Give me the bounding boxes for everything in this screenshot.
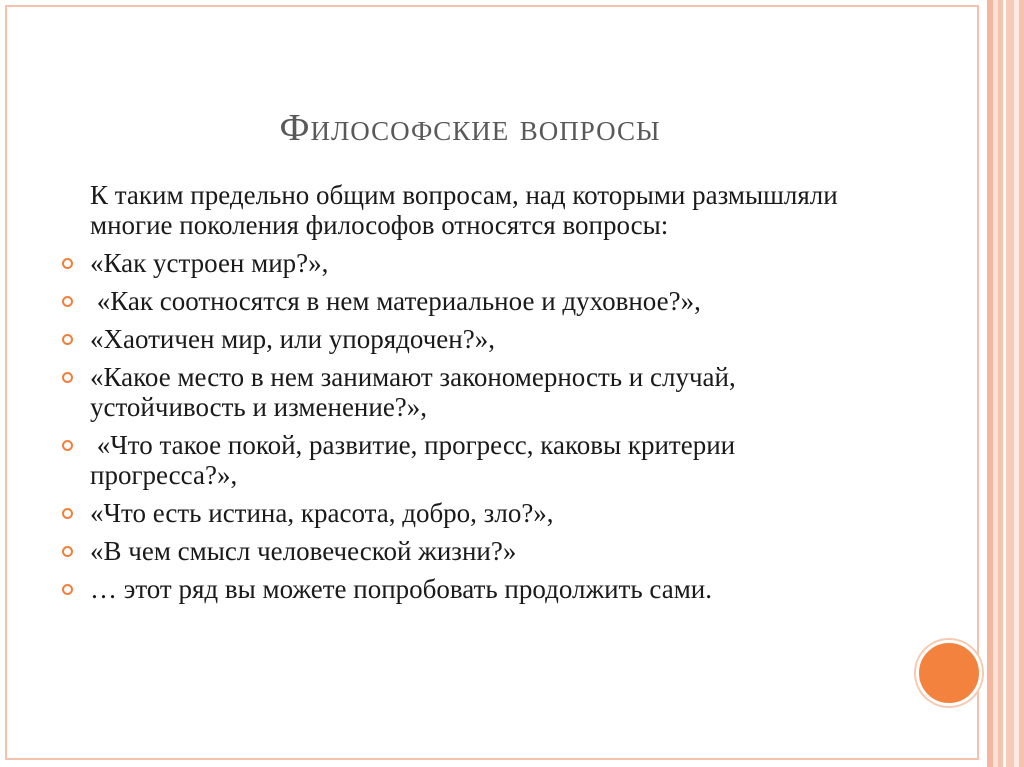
ring-bullet-icon	[62, 546, 73, 557]
ring-bullet-icon	[62, 440, 73, 451]
list-item	[58, 248, 888, 278]
ring-bullet-icon	[62, 296, 73, 307]
ring-bullet-icon	[62, 584, 73, 595]
list-item	[58, 498, 888, 528]
ring-bullet-icon	[62, 372, 73, 383]
list-item	[58, 362, 888, 422]
list-item-text: «Что есть истина, красота, добро, зло?»,	[90, 498, 554, 528]
list-item-text: «Как устроен мир?»,	[90, 248, 329, 278]
decorative-stripes	[984, 0, 1024, 767]
list-item	[58, 536, 888, 566]
list-item-text: «Как соотносятся в нем материальное и духовное?»,	[90, 286, 701, 316]
list-item-text: «В чем смысл человеческой жизни?»	[90, 536, 517, 566]
list-item-text: «Какое место в нем занимают закономерность и случай, устойчивость и изменение?»,	[90, 362, 736, 422]
ring-bullet-icon	[62, 508, 73, 519]
list-item	[58, 574, 888, 604]
list-item	[58, 324, 888, 354]
orange-circle-decoration	[916, 640, 982, 706]
ring-bullet-icon	[62, 334, 73, 345]
slide-body	[58, 180, 888, 612]
intro-paragraph: К таким предельно общим вопросам, над которыми размышляли многие поколения философов относятся вопросы:	[90, 180, 838, 240]
list-item-text: … этот ряд вы можете попробовать продолжить сами.	[90, 574, 713, 604]
list-item-text: «Хаотичен мир, или упорядочен?»,	[90, 324, 495, 354]
list-item	[58, 430, 888, 490]
list-item	[58, 286, 888, 316]
slide-title: Философские вопросы	[279, 107, 661, 149]
list-item-text: «Что такое покой, развитие, прогресс, каковы критерии прогресса?»,	[90, 430, 742, 490]
question-list	[58, 248, 888, 604]
ring-bullet-icon	[62, 258, 73, 269]
